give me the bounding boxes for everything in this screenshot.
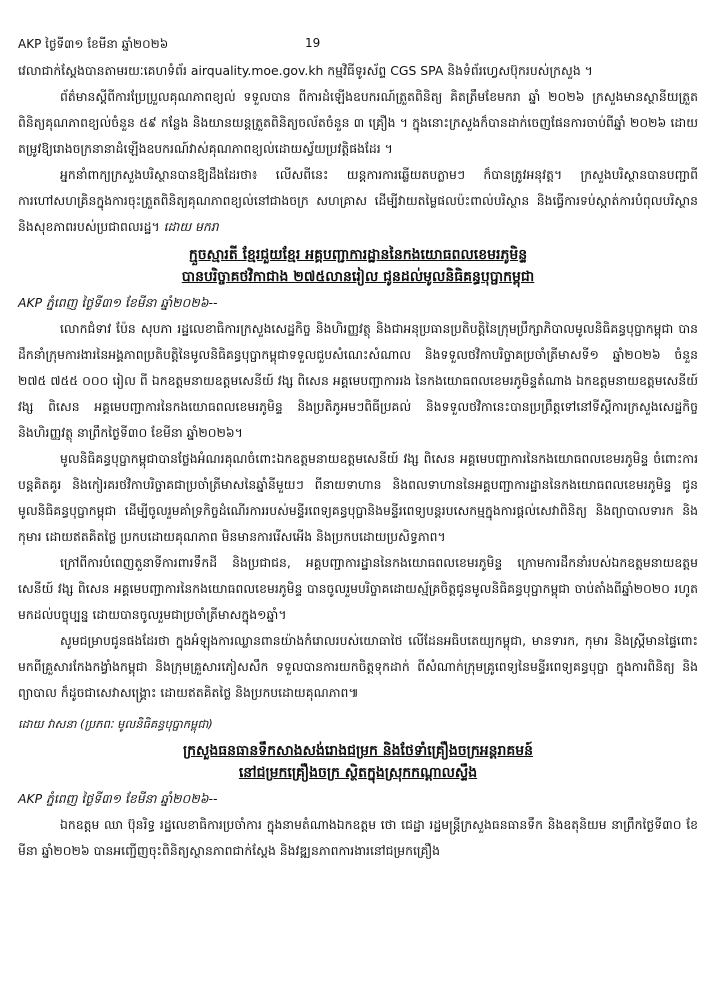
page-content (18, 58, 698, 864)
article2-paragraph: សូមជម្រាបជូនផងដែរថា ក្នុងអំឡុងការឈ្លានពានយ៉ាងកំរោលរបស់យោធាថៃ លើដែនអធិបតេយ្យកម្ពុជា, មានទារក, កុមារ និងស្ត្រីមានផ្ទៃពោះ មកពីគ្រួសារកែងកង្វាំងកម្ពុជា និងក្រុមគ្រួសារភៀសសឹក ទទួលបានការយកចិត្តទុកដាក់ ពីសំណាក់ក្រុមគ្រូពេទ្យនៃមន្ទីរពេទ្យគន្ធបុប្ផា ក្នុងការពិនិត្យ និងព្យាបាល ក៏ដូចជាសេវាសង្គ្រោះ ដោយឥតគិតថ្លៃ និងប្រកបដោយគុណភាព៕ (18, 633, 698, 700)
article2-paragraph: មូលនិធិគន្ធបុប្ផាកម្ពុជាបានថ្លែងអំណរគុណចំពោះឯកឧត្តមនាយឧត្តមសេនីយ៍ វង្ស ពិសេន អគ្គមេបញ្ជាការនៃកងយោធពលខេមរភូមិន្ទ ចំពោះការបន្តគិតគូរ និងកៀរគរថវិកាបរិច្ចាគជាប្រចាំត្រីមាសនៃឆ្នាំនីមួយៗ ពីនាយទាហាន និងពលទាហាននៃអគ្គបញ្ជាការដ្ឋាននៃកងយោធពលខេមរភូមិន្ទ ជូនមូលនិធិគន្ធបុប្ផាកម្ពុជា ដើម្បីចូលរួមគាំទ្រកិច្ចដំណើរការរបស់មន្ទីរពេទ្យគន្ធបុប្ផានិងមន្ទីរពេទ្យបន្តរបសេកម្មក្នុងការផ្តល់សេវាពិនិត្យ និងព្យាបាលទារក និងកុមារ ដោយឥតគិតថ្លៃ ប្រកបដោយគុណភាព មិនមានការរើសអើង និងប្រកបដោយប្រសិទ្ធភាព។ (18, 451, 698, 544)
article-water-resources (18, 740, 698, 864)
article2-title-line: បានបរិច្ចាគថវិកាជាង ២៧៥លានរៀល ជូនដល់មូលនិធិគន្ធបុប្ផាកម្ពុជា (181, 269, 535, 285)
article-donation (18, 244, 698, 736)
article3-title-line: ក្រសួងធនធានទឹកសាងសង់រោងជម្រក និងថែទាំគ្រឿងចក្រអន្តរាគមន៍ (182, 743, 534, 759)
article2-paragraph: លោកជំទាវ ប៉ែន សុបភា រដ្ឋលេខាធិការក្រសួងសេដ្ឋកិច្ច និងហិរញ្ញវត្ថុ និងជាអនុប្រធានប្រតិបត្តិនៃក្រុមប្រឹក្សាភិបាលមូលនិធិគន្ធបុប្ផាកម្ពុជា បានដឹកនាំក្រុមការងារនៃអង្គភាពប្រតិបត្តិនៃមូលនិធិគន្ធបុប្ផាកម្ពុជាទទួលជួបសំណេះសំណាល និងទទួលថវិកាបរិច្ចាគប្រចាំត្រីមាសទី១ ឆ្នាំ២០២៦ ចំនួន ២៧៥ ៧៥៥ ០០០ រៀល ពី ឯកឧត្តមនាយឧត្តមសេនីយ៍ វង្ស ពិសេន អគ្គមេបញ្ជាការរង នៃកងយោធពលខេមរភូមិន្ទតំណាង ឯកឧត្តមនាយឧត្តមសេនីយ៍ វង្ស ពិសេន អគ្គមេបញ្ជាការនៃកងយោធពលខេមរភូមិន្ទ និងប្រតិភូអមៗពិធីប្រគល់ និងទទួលថវិកានេះបានប្រព្រឹត្តទៅនៅទីស្តីការក្រសួងសេដ្ឋកិច្ច និងហិរញ្ញវត្ថុ នាព្រឹកថ្ងៃទី៣០ ខែមីនា ឆ្នាំ២០២៦។ (18, 321, 698, 440)
article1-paragraph: វេលាជាក់ស្តែងបានតាមរយៈគេហទំព័រ airquality.moe.gov.kh កម្មវិធីទូរស័ព្ទ CGS SPA និងទំព័រហ្វេសប៊ុករបស់ក្រសួង ។ (18, 63, 593, 78)
article1-byline: ដោយ មករា (163, 219, 219, 234)
article-air-quality (18, 58, 698, 240)
article2-title (18, 244, 698, 288)
article3-title-line: នៅជម្រកគ្រឿងចក្រ ស្ថិតក្នុងស្រុកកណ្តាលស្ទឹង (238, 765, 478, 781)
article1-paragraph-text: អ្នកនាំពាក្យក្រសួងបរិស្ថានបានឱ្យដឹងដែរថា៖ លើសពីនេះ យន្តការការឆ្លើយតបភ្លាមៗ ក៏បានត្រូវអនុវត្ត។ ក្រសួងបរិស្ថានបានបញ្ជាពីការហៅសហគ្រិនក្នុងការចុះត្រួតពិនិត្យគុណភាពខ្យល់នៅជាងចក្រ សហគ្រាស ដើម្បីវាយតម្លៃផលប៉ះពាល់បរិស្ថាន និងធ្វើការទប់ស្កាត់ការបំពុលបរិស្ថាន និងសុខភាពរបស់ប្រជាពលរដ្ឋ។ (18, 167, 698, 234)
article2-dateline: AKP ភ្នំពេញ ថ្ងៃទី៣១ ខែមីនា ឆ្នាំ២០២៦-- (18, 295, 218, 310)
article1-paragraph: ព័ត៌មានស្ដីពីការប្រែប្រួលគុណភាពខ្យល់ ទទួលបាន ពីការដំឡើងឧបករណ៍ត្រួតពិនិត្យ គិតត្រឹមខែមករា ឆ្នាំ ២០២៦ ក្រសួងមានស្ថានីយត្រួតពិនិត្យគុណភាពខ្យល់ចំនួន ៥៩ កន្លែង និងយានយន្តត្រួតពិនិត្យចល័តចំនួន ៣ គ្រឿង ។ ក្នុងនោះក្រសួងក៏បានដាក់ចេញផែនការចាប់ពីឆ្នាំ ២០២៦ ដោយតម្រូវឱ្យរោងចក្រនានាដំឡើងឧបករណ៍វាស់គុណភាពខ្យល់ដោយស្វ័យប្រវត្តិផងដែរ ។ (18, 89, 698, 156)
page-number: 19 (305, 36, 321, 50)
article2-paragraph: ក្រៅពីការបំពេញតួនាទីការពារទឹកដី និងប្រជាជន, អគ្គបញ្ជាការដ្ឋាននៃកងយោធពលខេមរភូមិន្ទ ក្រោមការដឹកនាំរបស់ឯកឧត្តមនាយឧត្តមសេនីយ៍ វង្ស ពិសេន អគ្គមេបញ្ជាការនៃកងយោធពលខេមរភូមិន្ទ បានចូលរួមបរិច្ចាគដោយស្ម័គ្រចិត្តជូនមូលនិធិគន្ធបុប្ផាកម្ពុជា ចាប់តាំងពីឆ្នាំ២០២០ រហូតមកដល់បច្ចុប្បន្ន ដោយបានចូលរួមជាប្រចាំត្រីមាសក្នុង១ឆ្នាំ។ (18, 555, 698, 622)
article2-title-line: ក្មួចស្មារតី ខ្មែរជួយខ្មែរ អគ្គបញ្ជាការដ្ឋាននៃកងយោធពលខេមរភូមិន្ទ (188, 247, 528, 263)
article3-paragraph: ឯកឧត្តម ឈា ប៊ុនរិទ្ធ រដ្ឋលេខាធិការប្រចាំការ ក្នុងនាមតំណាងឯកឧត្តម ថោ ជេដ្ឋា រដ្ឋមន្ត្រីក្រសួងធនធានទឹក និងឧតុនិយម នាព្រឹកថ្ងៃទី៣០ ខែមីនា ឆ្នាំ២០២៦ បានអញ្ជើញចុះពិនិត្យស្ថានភាពជាក់ស្តែង និងវឌ្ឍនភាពការងារនៅជម្រកគ្រឿង (18, 817, 698, 858)
header-agency-date: AKP ថ្ងៃទី៣១ ខែមីនា ឆ្នាំ២០២៦ (18, 37, 169, 51)
article1-paragraph (18, 162, 698, 240)
article3-dateline: AKP ភ្នំពេញ ថ្ងៃទី៣១ ខែមីនា ឆ្នាំ២០២៦-- (18, 791, 218, 806)
page-header (18, 36, 698, 54)
article2-source: ដោយ វាសនា (ប្រភពៈ មូលនិធិគន្ធបុប្ផាកម្ពុជា) (18, 717, 213, 731)
article3-title (18, 740, 698, 784)
